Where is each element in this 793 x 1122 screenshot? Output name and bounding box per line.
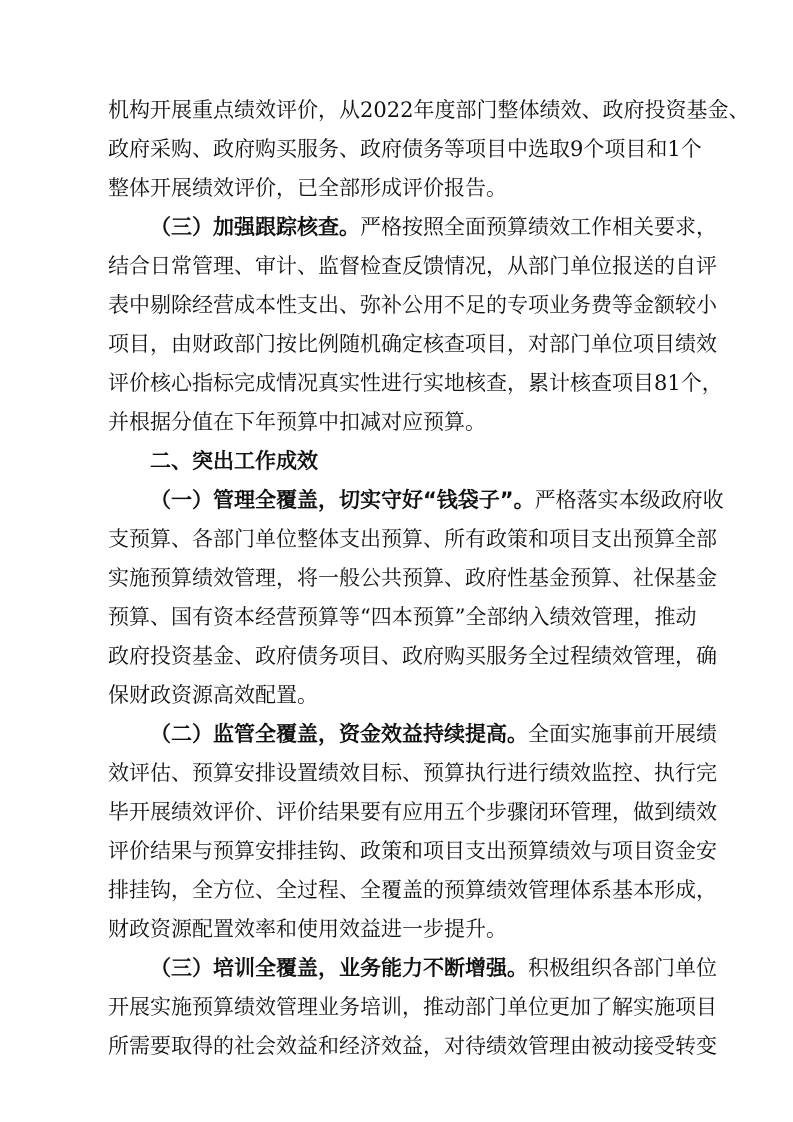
text-line: 整体开展绩效评价，已全部形成评价报告。 bbox=[108, 176, 507, 200]
paragraph-first-line bbox=[150, 214, 717, 240]
text-line: 效评估、预算安排设置绩效目标、预算执行进行绩效监控、执行完 bbox=[108, 761, 717, 785]
text-line: 排挂钩，全方位、全过程、全覆盖的预算绩效管理体系基本形成， bbox=[108, 878, 717, 902]
text-line: 机构开展重点绩效评价，从2022年度部门整体绩效、政府投资基金、 bbox=[108, 98, 750, 122]
text-line: 并根据分值在下年预算中扣减对应预算。 bbox=[108, 410, 486, 434]
text-line: 表中剔除经营成本性支出、弥补公用不足的专项业务费等金额较小 bbox=[108, 293, 717, 317]
text-line: 所需要取得的社会效益和经济效益，对待绩效管理由被动接受转变 bbox=[108, 1034, 717, 1058]
paragraph-first-line bbox=[150, 721, 717, 747]
paragraph-first-line bbox=[150, 487, 724, 513]
text-line: 结合日常管理、审计、监督检查反馈情况，从部门单位报送的自评 bbox=[108, 254, 717, 278]
text-line: 支预算、各部门单位整体支出预算、所有政策和项目支出预算全部 bbox=[108, 527, 717, 551]
text-line: 评价结果与预算安排挂钩、政策和项目支出预算绩效与项目资金安 bbox=[108, 839, 717, 863]
text-line: 毕开展绩效评价、评价结果要有应用五个步骤闭环管理，做到绩效 bbox=[108, 800, 717, 824]
text-line: 评价核心指标完成情况真实性进行实地核查，累计核查项目81个， bbox=[108, 371, 723, 395]
paragraph-first-line bbox=[150, 955, 717, 981]
paragraph-heading: （三）培训全覆盖，业务能力不断增强。 bbox=[150, 956, 528, 980]
text-line: 开展实施预算绩效管理业务培训，推动部门单位更加了解实施项目 bbox=[108, 995, 717, 1019]
text-line: 项目，由财政部门按比例随机确定核查项目，对部门单位项目绩效 bbox=[108, 332, 717, 356]
paragraph-heading: （一）管理全覆盖，切实守好“钱袋子”。 bbox=[150, 488, 535, 512]
paragraph-heading: （二）监管全覆盖，资金效益持续提高。 bbox=[150, 722, 528, 746]
text-line: 实施预算绩效管理，将一般公共预算、政府性基金预算、社保基金 bbox=[108, 566, 717, 590]
paragraph-text: 积极组织各部门单位 bbox=[528, 956, 717, 980]
paragraph-text: 严格落实本级政府收 bbox=[534, 488, 724, 512]
paragraph-heading: （三）加强跟踪核查。 bbox=[150, 215, 360, 239]
text-line: 保财政资源高效配置。 bbox=[108, 683, 318, 707]
text-line: 政府投资基金、政府债务项目、政府购买服务全过程绩效管理，确 bbox=[108, 644, 717, 668]
text-line: 财政资源配置效率和使用效益进一步提升。 bbox=[108, 917, 507, 941]
text-line: 预算、国有资本经营预算等“四本预算”全部纳入绩效管理，推动 bbox=[108, 605, 697, 629]
text-line: 政府采购、政府购买服务、政府债务等项目中选取9个项目和1个 bbox=[108, 137, 702, 161]
section-title: 二、突出工作成效 bbox=[150, 449, 318, 473]
paragraph-text: 全面实施事前开展绩 bbox=[528, 722, 717, 746]
paragraph-text: 严格按照全面预算绩效工作相关要求， bbox=[360, 215, 717, 239]
